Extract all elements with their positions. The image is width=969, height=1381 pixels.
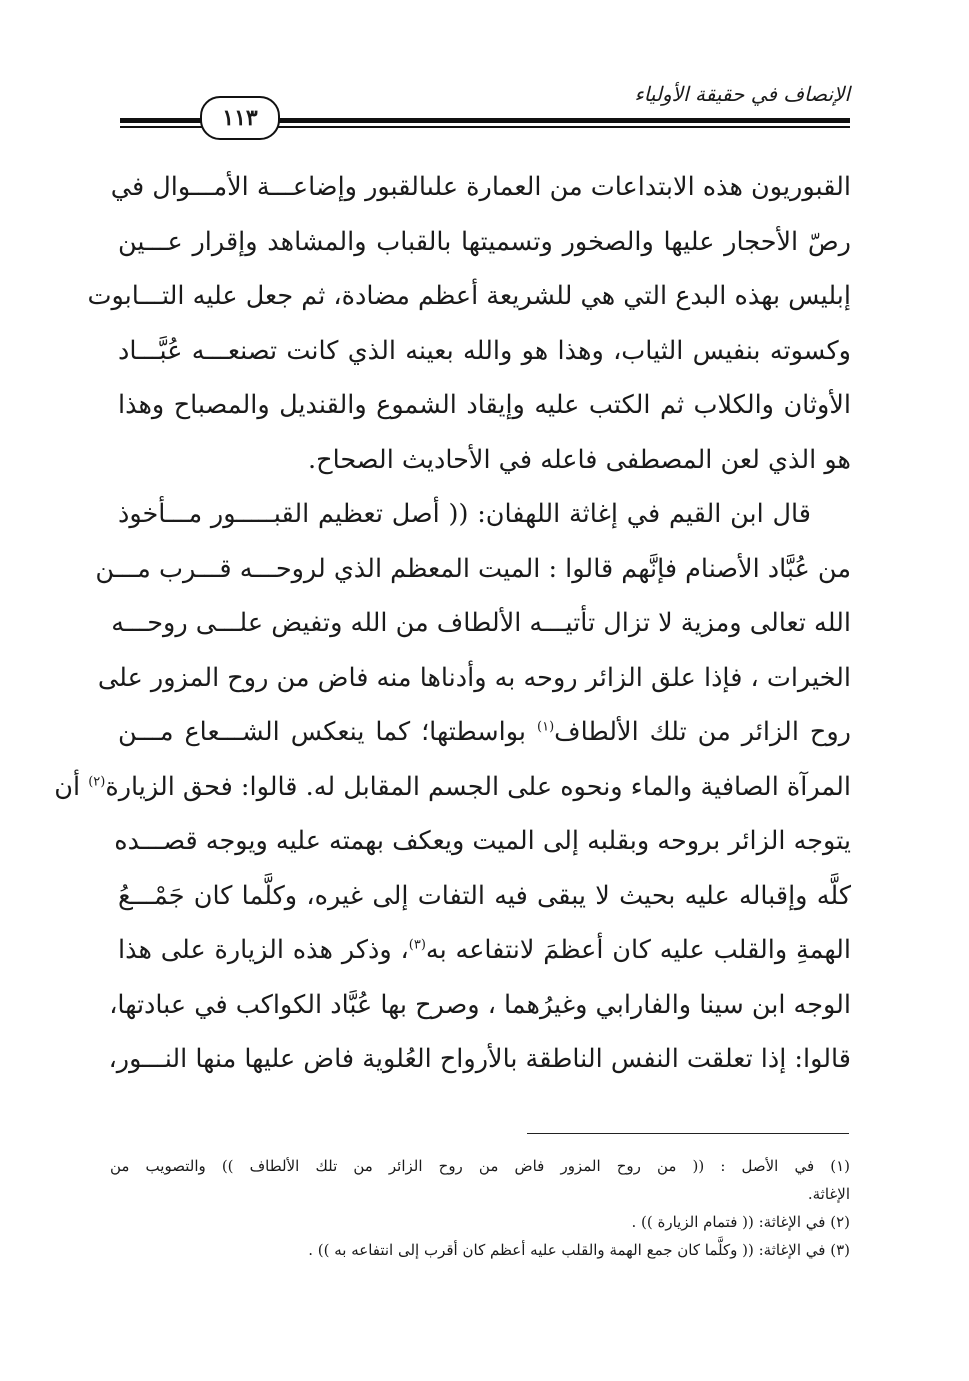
footnote-ref-2[interactable]: (٢) [88, 774, 106, 789]
body-line-2: رصّ الأحجار عليها والصخور وتسميتها بالقباب والمشاهد وإقرار عـــين [118, 226, 851, 257]
body-text [54, 160, 852, 1087]
body-line-9: الله تعالى ومزية لا تزال تأتيـــه الألطاف من الله وتفيض علـــى روحـــه [111, 608, 851, 638]
page-number: ١١٣ [200, 96, 280, 140]
body-line-1: القبوريون هذه الابتداعات من العمارة علىالقبور وإضاعـــة الأمـــوال في [110, 172, 851, 202]
line12-text-b: أن [54, 771, 89, 802]
body-line-6: هو الذي لعن المصطفى فاعله في الأحاديث الصحاح. [308, 444, 851, 475]
line15-text-a: الهمةِ والقلب عليه كان أعظمَ لانتفاعه به [425, 935, 852, 965]
footnotes [110, 1152, 850, 1264]
body-line-3: إبليس بهذه البدع التي هي للشريعة أعظم مضادة، ثم جعل عليه التـــابوت [87, 281, 851, 311]
footnote-1: (١) في الأصل : (( من روح المزور فاض من روح الزائر من تلك الألطاف )) والتصويب من [110, 1157, 850, 1175]
body-line-14: كلَّه وإقباله عليه بحيث لا يبقى فيه التفات إلى غيره، وكلَّما كان جَمْـــعُ [118, 880, 851, 911]
footnote-1-continued: الإغاثة. [807, 1185, 850, 1203]
running-title: الإنصاف في حقيقة الأولياء [634, 82, 850, 106]
body-line-13: يتوجه الزائر بروحه وبقلبه إلى الميت ويعكف بهمته عليه ويوجه قصـــده [114, 826, 851, 856]
body-line-4: وكسوته بنفيس الثياب، وهذا هو والله بعينه الذي كانت تصنعـــه عُبَّـــاد [118, 335, 851, 366]
footnote-3: (٣) في الإغاثة: (( وكلَّما كان جمع الهمة والقلب عليه أعظم كان أقرب إلى انتفاعه به )) . [308, 1241, 850, 1259]
body-line-16: الوجه ابن سينا والفارابي وغيرُهما ، وصرح بها عُبَّاد الكواكب في عبادتها، [109, 989, 851, 1020]
body-line-10: الخيرات ، فإذا علق الزائر روحه به وأدناها منه فاض من روح المزور على [97, 662, 851, 693]
footnote-separator [527, 1133, 849, 1134]
line15-text-b: ، وذكر هذه الزيارة على هذا [118, 935, 409, 965]
body-line-12 [54, 760, 851, 815]
line11-text-a: روح الزائر من تلك الألطاف [554, 717, 851, 747]
body-line-15 [118, 923, 851, 978]
footnote-2: (٢) في الإغاثة: (( فتمام الزيارة )) . [631, 1213, 850, 1231]
page-header [120, 78, 850, 138]
line11-text-b: بواسطتها؛ كما ينعكس الشـــعاع مـــن [118, 717, 538, 747]
body-line-17: قالوا: إذا تعلقت النفس الناطقة بالأرواح العُلوية فاض عليها منها النـــور، [108, 1044, 851, 1074]
line12-text-a: المرآة الصافية والماء ونحوه على الجسم المقابل له. قالوا: فحق الزيارة [105, 771, 851, 802]
body-line-8: من عُبَّاد الأصنام فإنَّهم قالوا : الميت المعظم الذي لروحـــه قـــرب مـــن [95, 553, 851, 584]
body-line-7: قال ابن القيم في إغاثة اللهفان: (( أصل تعظيم القبـــــور مـــأخوذ [118, 499, 811, 529]
footnote-ref-3[interactable]: (٣) [408, 937, 426, 953]
body-line-11 [118, 705, 851, 760]
body-line-5: الأوثان والكلاب ثم الكتب عليه وإيقاد الشموع والقنديل والمصباح وهذا [118, 390, 851, 420]
footnote-ref-1[interactable]: (١) [537, 719, 555, 735]
